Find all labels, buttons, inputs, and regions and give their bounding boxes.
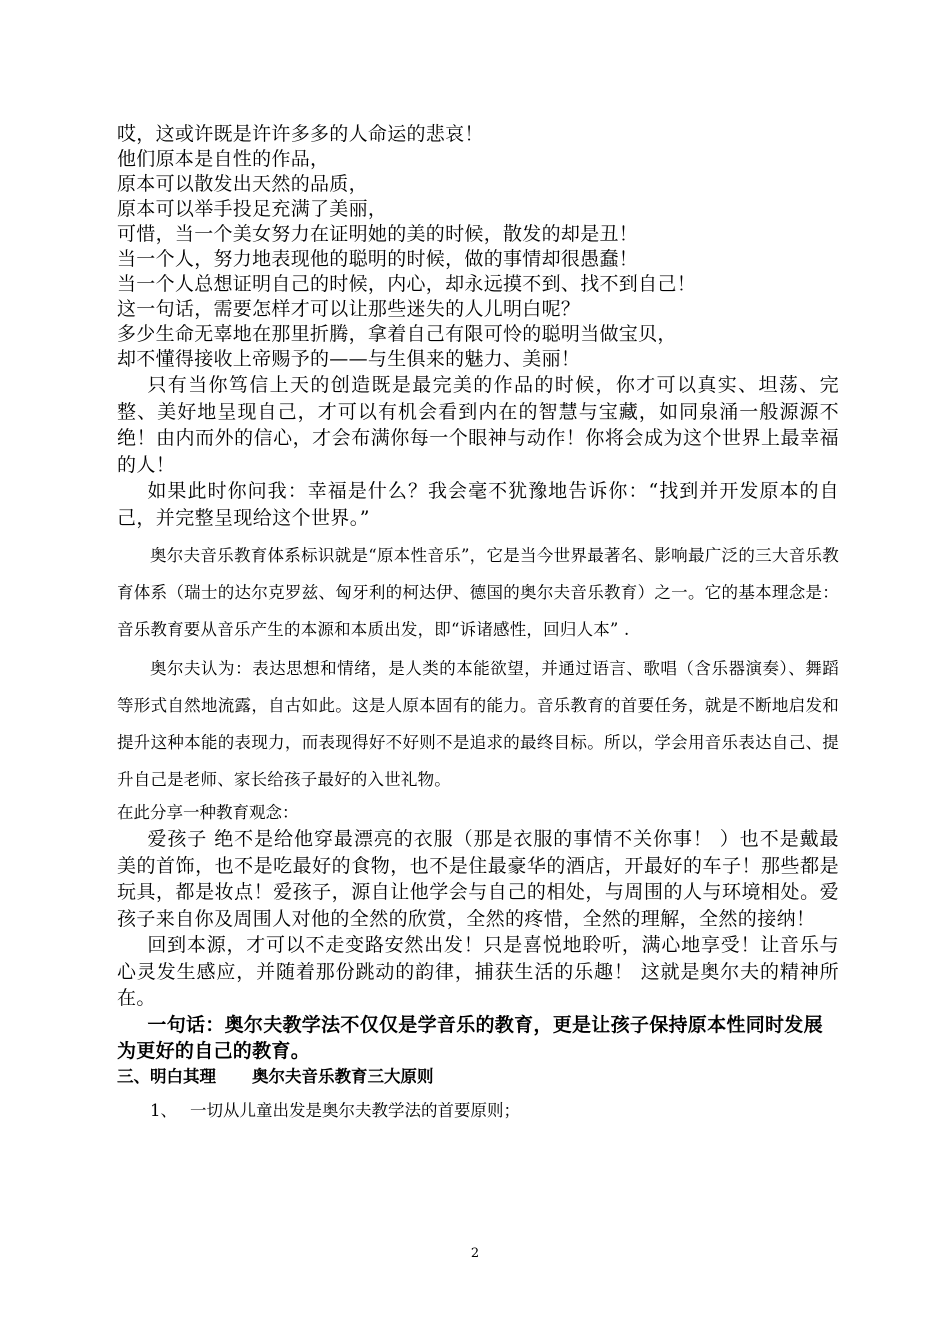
paragraph-return: 回到本源，才可以不走变路安然出发！只是喜悦地聆听，满心地享受！让音乐与心灵发生感应，并随着那份跳动的韵律，捕获生活的乐趣！ 这就是奥尔夫的精神所在。 (117, 934, 839, 1009)
principle-number: 1、 (150, 1100, 177, 1120)
poem-line: 多少生命无辜地在那里折腾，拿着自己有限可怜的聪明当做宝贝， (117, 323, 677, 345)
poem-line: 他们原本是自性的作品， (117, 148, 330, 170)
poem-line: 却不懂得接收上帝赐予的——与生俱来的魅力、美丽！ (117, 348, 581, 370)
paragraph-love: 爱孩子 绝不是给他穿最漂亮的衣服（那是衣服的事情不关你事！ ）也不是戴最美的首饰，也不是吃最好的食物，也不是住最豪华的酒店，开最好的车子！那些都是玩具，都是妆点！爱孩子，源自让他学会与自己的相处，与周围的人与环境相处。爱孩子来自你及周围人对他的全然的欣赏，全然的疼惜，全然的理解，全然的接纳！ (117, 828, 839, 930)
document-body (117, 122, 839, 1124)
poem-block (117, 122, 839, 372)
poem-line: 哎，这或许既是许许多多的人命运的悲哀！ (117, 123, 484, 145)
share-intro: 在此分享一种教育观念： (117, 803, 299, 822)
principle-text: 一切从儿童出发是奥尔夫教学法的首要原则； (190, 1100, 520, 1120)
poem-line: 这一句话，需要怎样才可以让那些迷失的人儿明白呢？ (117, 298, 581, 320)
poem-line: 可惜，当一个美女努力在证明她的美的时候，散发的却是丑！ (117, 223, 639, 245)
page-number: 2 (470, 1246, 480, 1261)
section-heading-title: 奥尔夫音乐教育三大原则 (252, 1066, 434, 1086)
paragraph-happiness: 如果此时你问我：幸福是什么？我会毫不犹豫地告诉你：“找到并开发原本的自己，并完整呈现给这个世界。” (117, 480, 839, 529)
poem-line: 原本可以散发出天然的品质， (117, 173, 368, 195)
paragraph-creation: 只有当你笃信上天的创造既是最完美的作品的时候，你才可以真实、坦荡、完整、美好地呈现自己，才可以有机会看到内在的智慧与宝藏，如同泉涌一般源源不绝！由内而外的信心，才会布满你每一个眼神与动作！你将会成为这个世界上最幸福的人！ (117, 374, 839, 476)
section-heading-number: 三、明白其理 (117, 1066, 216, 1086)
section-heading (117, 1064, 839, 1090)
poem-line: 当一个人，努力地表现他的聪明的时候，做的事情却很愚蠢！ (117, 248, 639, 270)
poem-line: 当一个人总想证明自己的时候，内心，却永远摸不到、找不到自己！ (117, 273, 697, 295)
principle-item (117, 1098, 839, 1124)
poem-line: 原本可以举手投足充满了美丽， (117, 198, 388, 220)
paragraph-summary: 一句话：奥尔夫教学法不仅仅是学音乐的教育，更是让孩子保持原本性同时发展为更好的自己的教育。 (117, 1013, 823, 1062)
paragraph-orff-system: 奥尔夫音乐教育体系标识就是“原本性音乐”，它是当今世界最著名、影响最广泛的三大音乐教育体系（瑞士的达尔克罗兹、匈牙利的柯达伊、德国的奥尔夫音乐教育）之一。它的基本理念是：音乐教育要从音乐产生的本源和本质出发，即“诉诸感性，回归人本” . (117, 546, 839, 639)
paragraph-orff-view: 奥尔夫认为：表达思想和情绪，是人类的本能欲望，并通过语言、歌唱（含乐器演奏）、舞蹈等形式自然地流露，自古如此。这是人原本固有的能力。音乐教育的首要任务，就是不断地启发和提升这种本能的表现力，而表现得好不好则不是追求的最终目标。所以，学会用音乐表达自己、提升自己是老师、家长给孩子最好的入世礼物。 (117, 659, 839, 789)
